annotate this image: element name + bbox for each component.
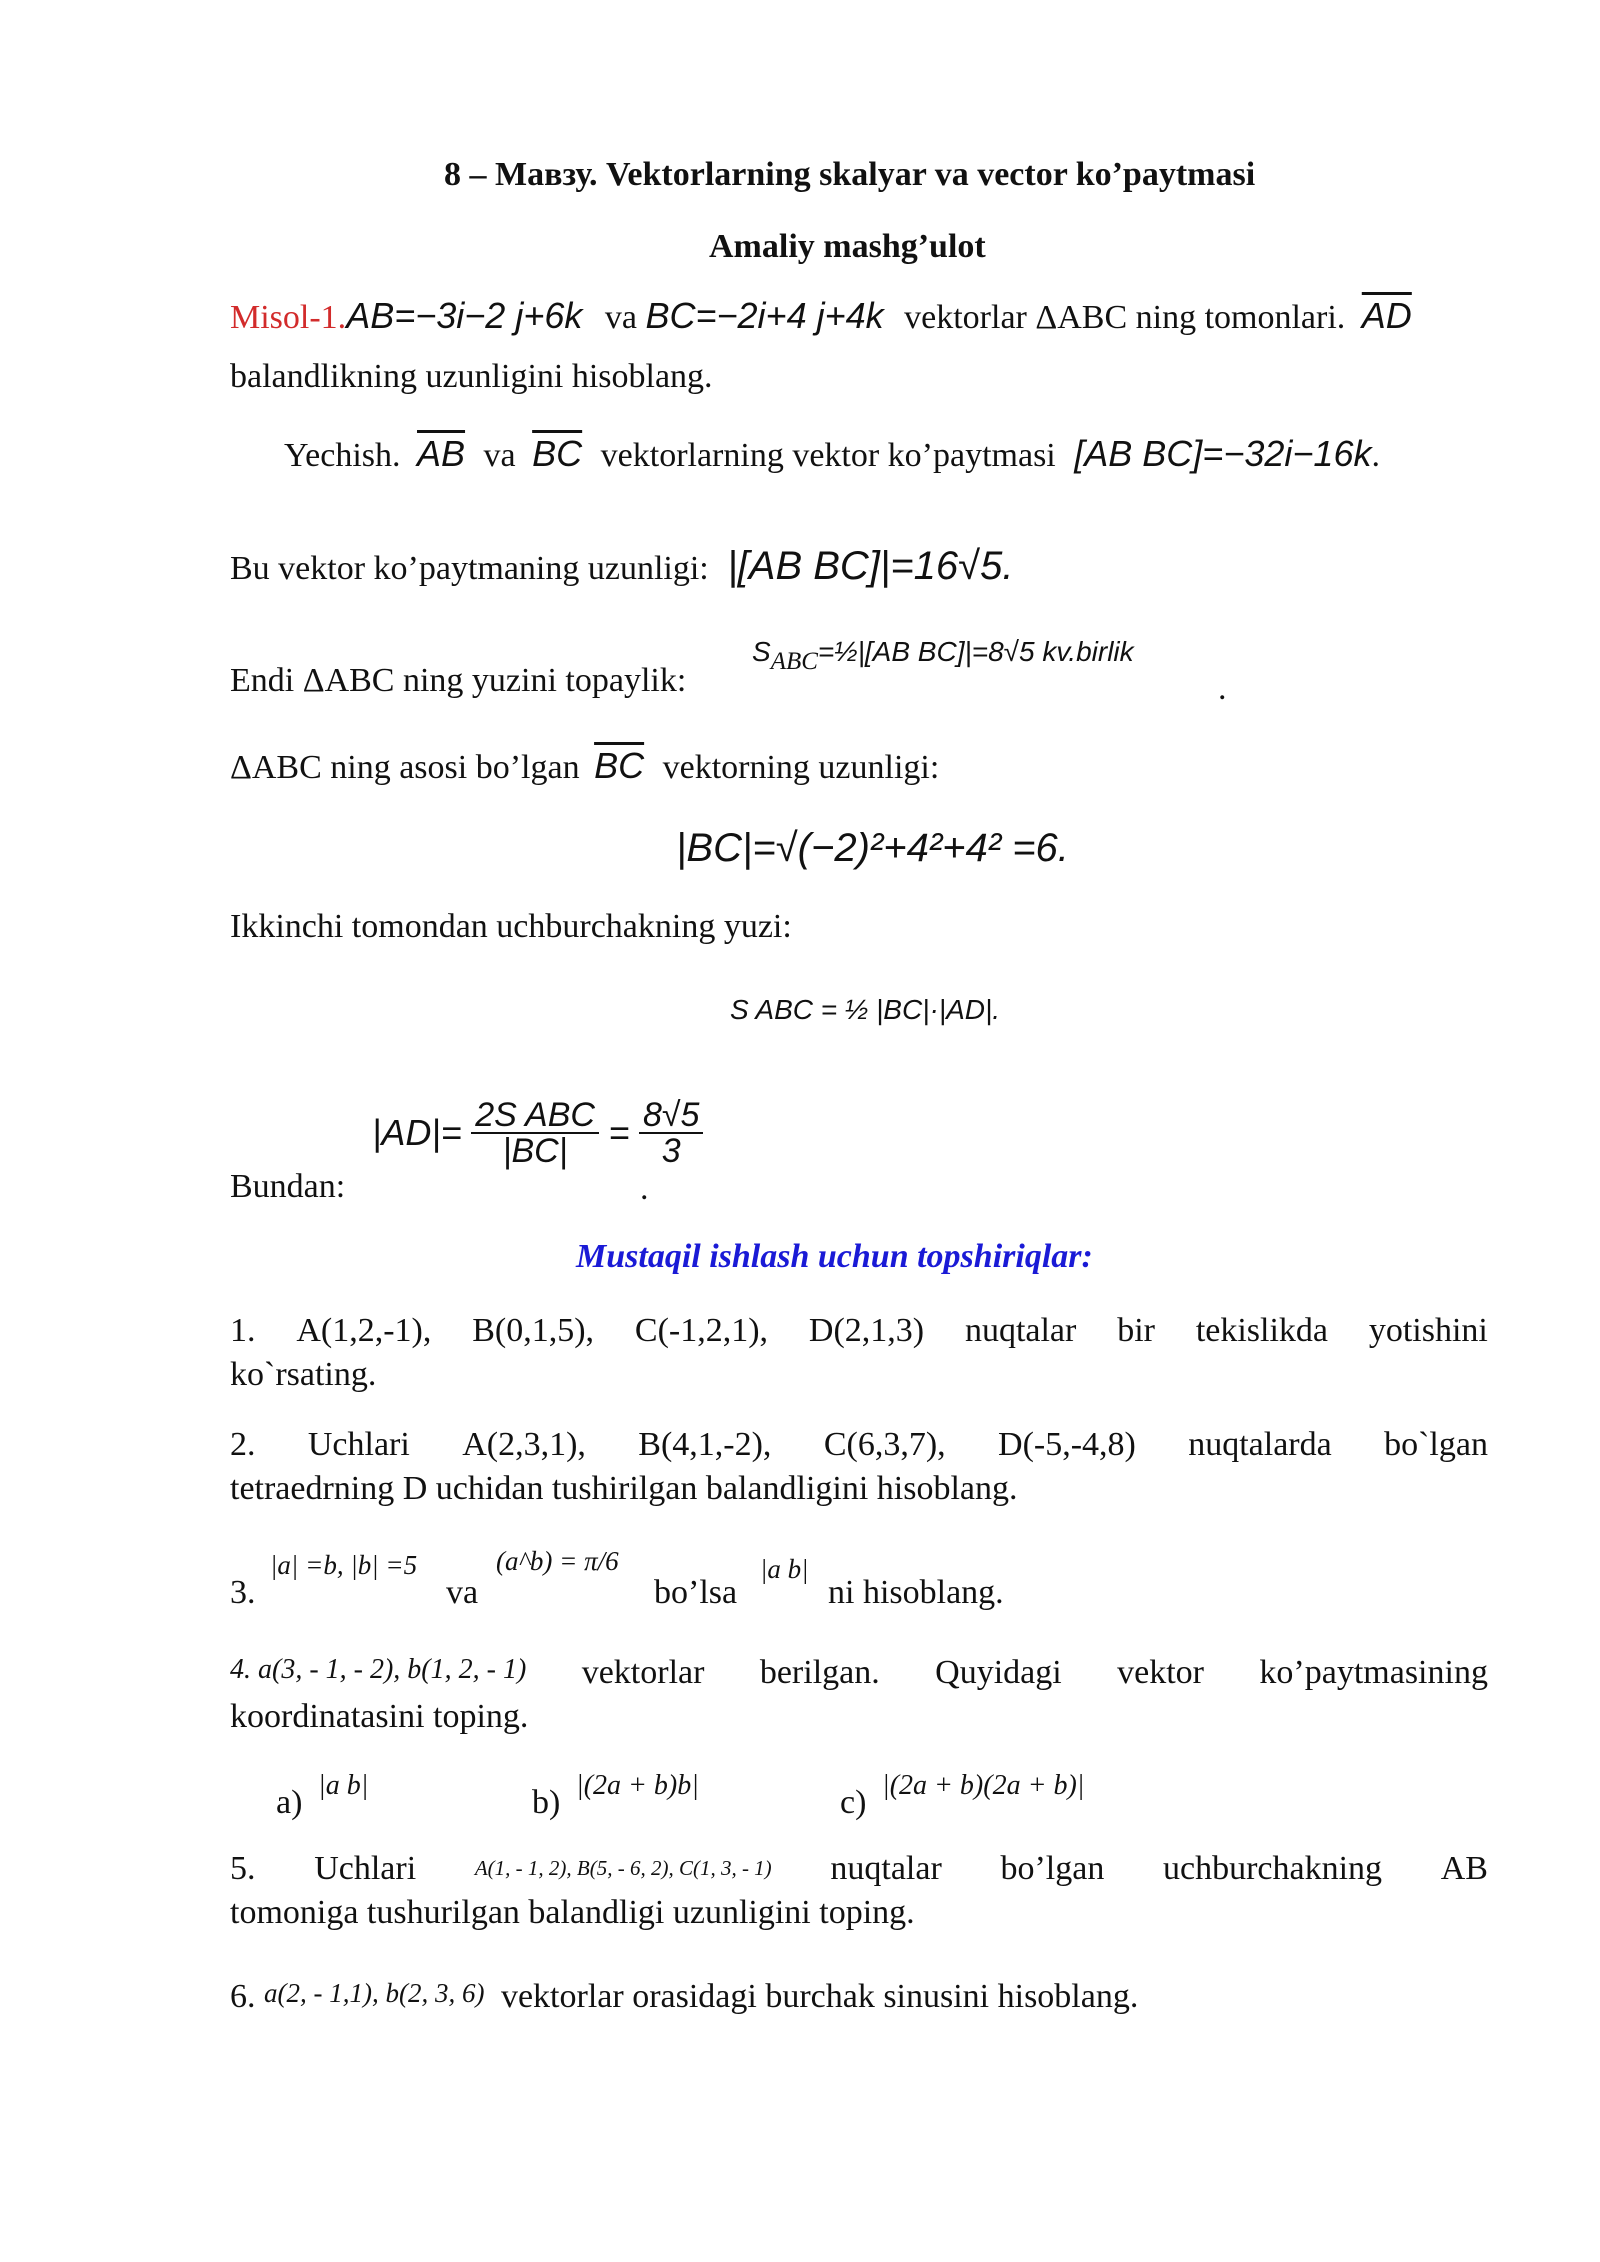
- bc-expression: BC=−2i+4 j+4k: [645, 295, 884, 336]
- solution-va: va: [483, 437, 516, 474]
- task-5-word: AB: [1440, 1850, 1488, 1887]
- task-5-word: uchburchakning: [1163, 1850, 1383, 1887]
- solution-line-1: Yechish. $\overline{AB}$ va $\overline{BC}$ vektorlarning vektor ko’paytmasi [AB BC]=−32i−16k.: [284, 433, 1380, 474]
- example-line-1: [230, 295, 1412, 336]
- base-line: [230, 745, 940, 786]
- task-4-c-label: c): [840, 1784, 867, 1821]
- task-4-word: vektorlar: [581, 1654, 705, 1691]
- task-1-word: nuqtalar: [964, 1312, 1077, 1349]
- task-5-word: 5.: [230, 1850, 256, 1887]
- second-text: Ikkinchi tomondan uchburchakning yuzi:: [230, 908, 792, 945]
- solution-cross-text: vektorlarning vektor ko’paytmasi: [600, 437, 1056, 474]
- bundan-lhs: |AD|=: [372, 1112, 462, 1153]
- task-2-word: Uchlari: [307, 1426, 410, 1463]
- area-text: Endi ΔABC ning yuzini topaylik:: [230, 662, 687, 699]
- area-dot: .: [1218, 670, 1227, 707]
- task-2-word: bo`lgan: [1384, 1426, 1488, 1463]
- task-2-line-2: tetraedrning D uchidan tushirilgan balandligini hisoblang.: [230, 1470, 1018, 1507]
- task-5-word: Uchlari: [314, 1850, 417, 1887]
- task-2-word: 2.: [230, 1426, 256, 1463]
- example-label: Misol-1.: [230, 299, 347, 336]
- base-result: |BC|=√(−2)²+4²+4² =6.: [676, 826, 1069, 870]
- task-2-word: B(4,1,-2),: [638, 1426, 772, 1463]
- area-s: S: [752, 636, 771, 667]
- page-subtitle: Amaliy mashg’ulot: [709, 228, 986, 265]
- task-4-a-label: a): [276, 1784, 303, 1821]
- task-4-vectors: 4. a(3, - 1, - 2), b(1, 2, - 1): [230, 1654, 527, 1685]
- task-5-word: nuqtalar: [830, 1850, 942, 1887]
- fraction-1-numerator: 2S ABC: [471, 1098, 599, 1134]
- task-6-number: 6.: [230, 1978, 256, 2015]
- task-4-b-label: b): [532, 1784, 561, 1821]
- example-line-2: balandlikning uzunligini hisoblang.: [230, 358, 713, 395]
- fraction-2-numerator: 8√5: [639, 1098, 703, 1134]
- task-3-formula-3: |a b|: [760, 1554, 809, 1584]
- base-text-2: vektorning uzunligi:: [662, 749, 940, 786]
- task-3-number: 3.: [230, 1574, 256, 1611]
- task-4-word: vektor: [1117, 1654, 1204, 1691]
- second-formula: S ABC = ½ |BC|·|AD|.: [730, 994, 1001, 1025]
- task-4-word: Quyidagi: [935, 1654, 1062, 1691]
- area-rest: =½|[AB BC]|=8√5 kv.birlik: [817, 636, 1134, 667]
- task-3-text-2: ni hisoblang.: [828, 1574, 1004, 1611]
- task-1-word: 1.: [230, 1312, 256, 1349]
- bundan-dot: .: [640, 1170, 649, 1207]
- fraction-2-denominator: 3: [661, 1132, 681, 1170]
- ab-expression: AB=−3i−2 j+6k: [346, 295, 583, 336]
- va-word: va: [604, 299, 637, 336]
- fraction-1-denominator: |BC|: [502, 1132, 568, 1170]
- bundan-formula: |AD|= $\frac{\text{2S ABC}}{|BC|}$ = $\frac{8√5}{3}$: [372, 1098, 703, 1168]
- task-1-line-2: ko`rsating.: [230, 1356, 377, 1393]
- task-4-word: berilgan.: [759, 1654, 880, 1691]
- task-4-b-formula: |(2a + b)b|: [576, 1770, 699, 1801]
- task-1-word: B(0,1,5),: [472, 1312, 595, 1349]
- cross-product-result: [AB BC]=−32i−16k: [1074, 433, 1372, 474]
- task-2-word: nuqtalarda: [1188, 1426, 1332, 1463]
- tasks-heading: Mustaqil ishlash uchun topshiriqlar:: [576, 1238, 1093, 1275]
- task-4-word: ko’paytmasining: [1259, 1654, 1488, 1691]
- task-1-line-1: [230, 1314, 1488, 1348]
- task-2-line-1: [230, 1428, 1488, 1462]
- task-3-text-1: bo’lsa: [654, 1574, 738, 1611]
- task-2-word: C(6,3,7),: [823, 1426, 946, 1463]
- task-5-points: A(1, - 1, 2), B(5, - 6, 2), C(1, 3, - 1): [474, 1856, 772, 1880]
- area-formula: [752, 634, 1134, 674]
- fraction-1: [471, 1098, 599, 1168]
- length-text: Bu vektor ko’paytmaning uzunligi:: [230, 550, 709, 587]
- ad-vector: $\overline{AD}$: [1361, 295, 1412, 336]
- task-4-line-2: koordinatasini toping.: [230, 1698, 529, 1735]
- base-text-1: ΔABC ning asosi bo’lgan: [230, 749, 580, 786]
- task-6-text: vektorlar orasidagi burchak sinusini hisoblang.: [500, 1978, 1139, 2015]
- task-1-word: A(1,2,-1),: [296, 1312, 432, 1349]
- base-bc: $\overline{BC}$: [594, 745, 645, 786]
- task-4-a-formula: |a b|: [318, 1770, 369, 1801]
- task-1-word: tekislikda: [1195, 1312, 1329, 1349]
- solution-label: Yechish.: [284, 437, 401, 474]
- fraction-2: [639, 1098, 703, 1168]
- task-2-word: D(-5,-4,8): [998, 1426, 1136, 1463]
- length-result: |[AB BC]|=16√5.: [727, 544, 1014, 588]
- page-title: 8 – Мавзу. Vektorlarning skalyar va vector ko’paytmasi: [444, 156, 1256, 193]
- task-4-c-formula: |(2a + b)(2a + b)|: [882, 1770, 1085, 1801]
- length-line: [230, 546, 1013, 586]
- task-5-line-1: [230, 1852, 1488, 1886]
- task-4-line-1: [230, 1656, 1488, 1690]
- task-3-formula-2: (a^b) = π/6: [496, 1546, 619, 1576]
- task-6-formula: a(2, - 1,1), b(2, 3, 6): [264, 1978, 485, 2008]
- area-subscript: ABC: [770, 647, 818, 675]
- task-5-line-2: tomoniga tushurilgan balandligi uzunligini toping.: [230, 1894, 915, 1931]
- solution-ab: $\overline{AB}$: [417, 433, 466, 474]
- solution-bc: $\overline{BC}$: [532, 433, 583, 474]
- task-3-va: va: [446, 1574, 479, 1611]
- task-1-word: bir: [1117, 1312, 1155, 1349]
- task-6-line: [230, 1980, 1138, 2014]
- task-2-word: A(2,3,1),: [462, 1426, 586, 1463]
- task-3-formula-1: |a| =b, |b| =5: [270, 1550, 418, 1580]
- task-5-word: bo’lgan: [1000, 1850, 1105, 1887]
- task-1-word: yotishini: [1368, 1312, 1488, 1349]
- example-text-1: vektorlar ΔABC ning tomonlari.: [904, 299, 1346, 336]
- task-1-word: D(2,1,3): [808, 1312, 925, 1349]
- bundan-label: Bundan:: [230, 1168, 346, 1205]
- task-1-word: C(-1,2,1),: [634, 1312, 769, 1349]
